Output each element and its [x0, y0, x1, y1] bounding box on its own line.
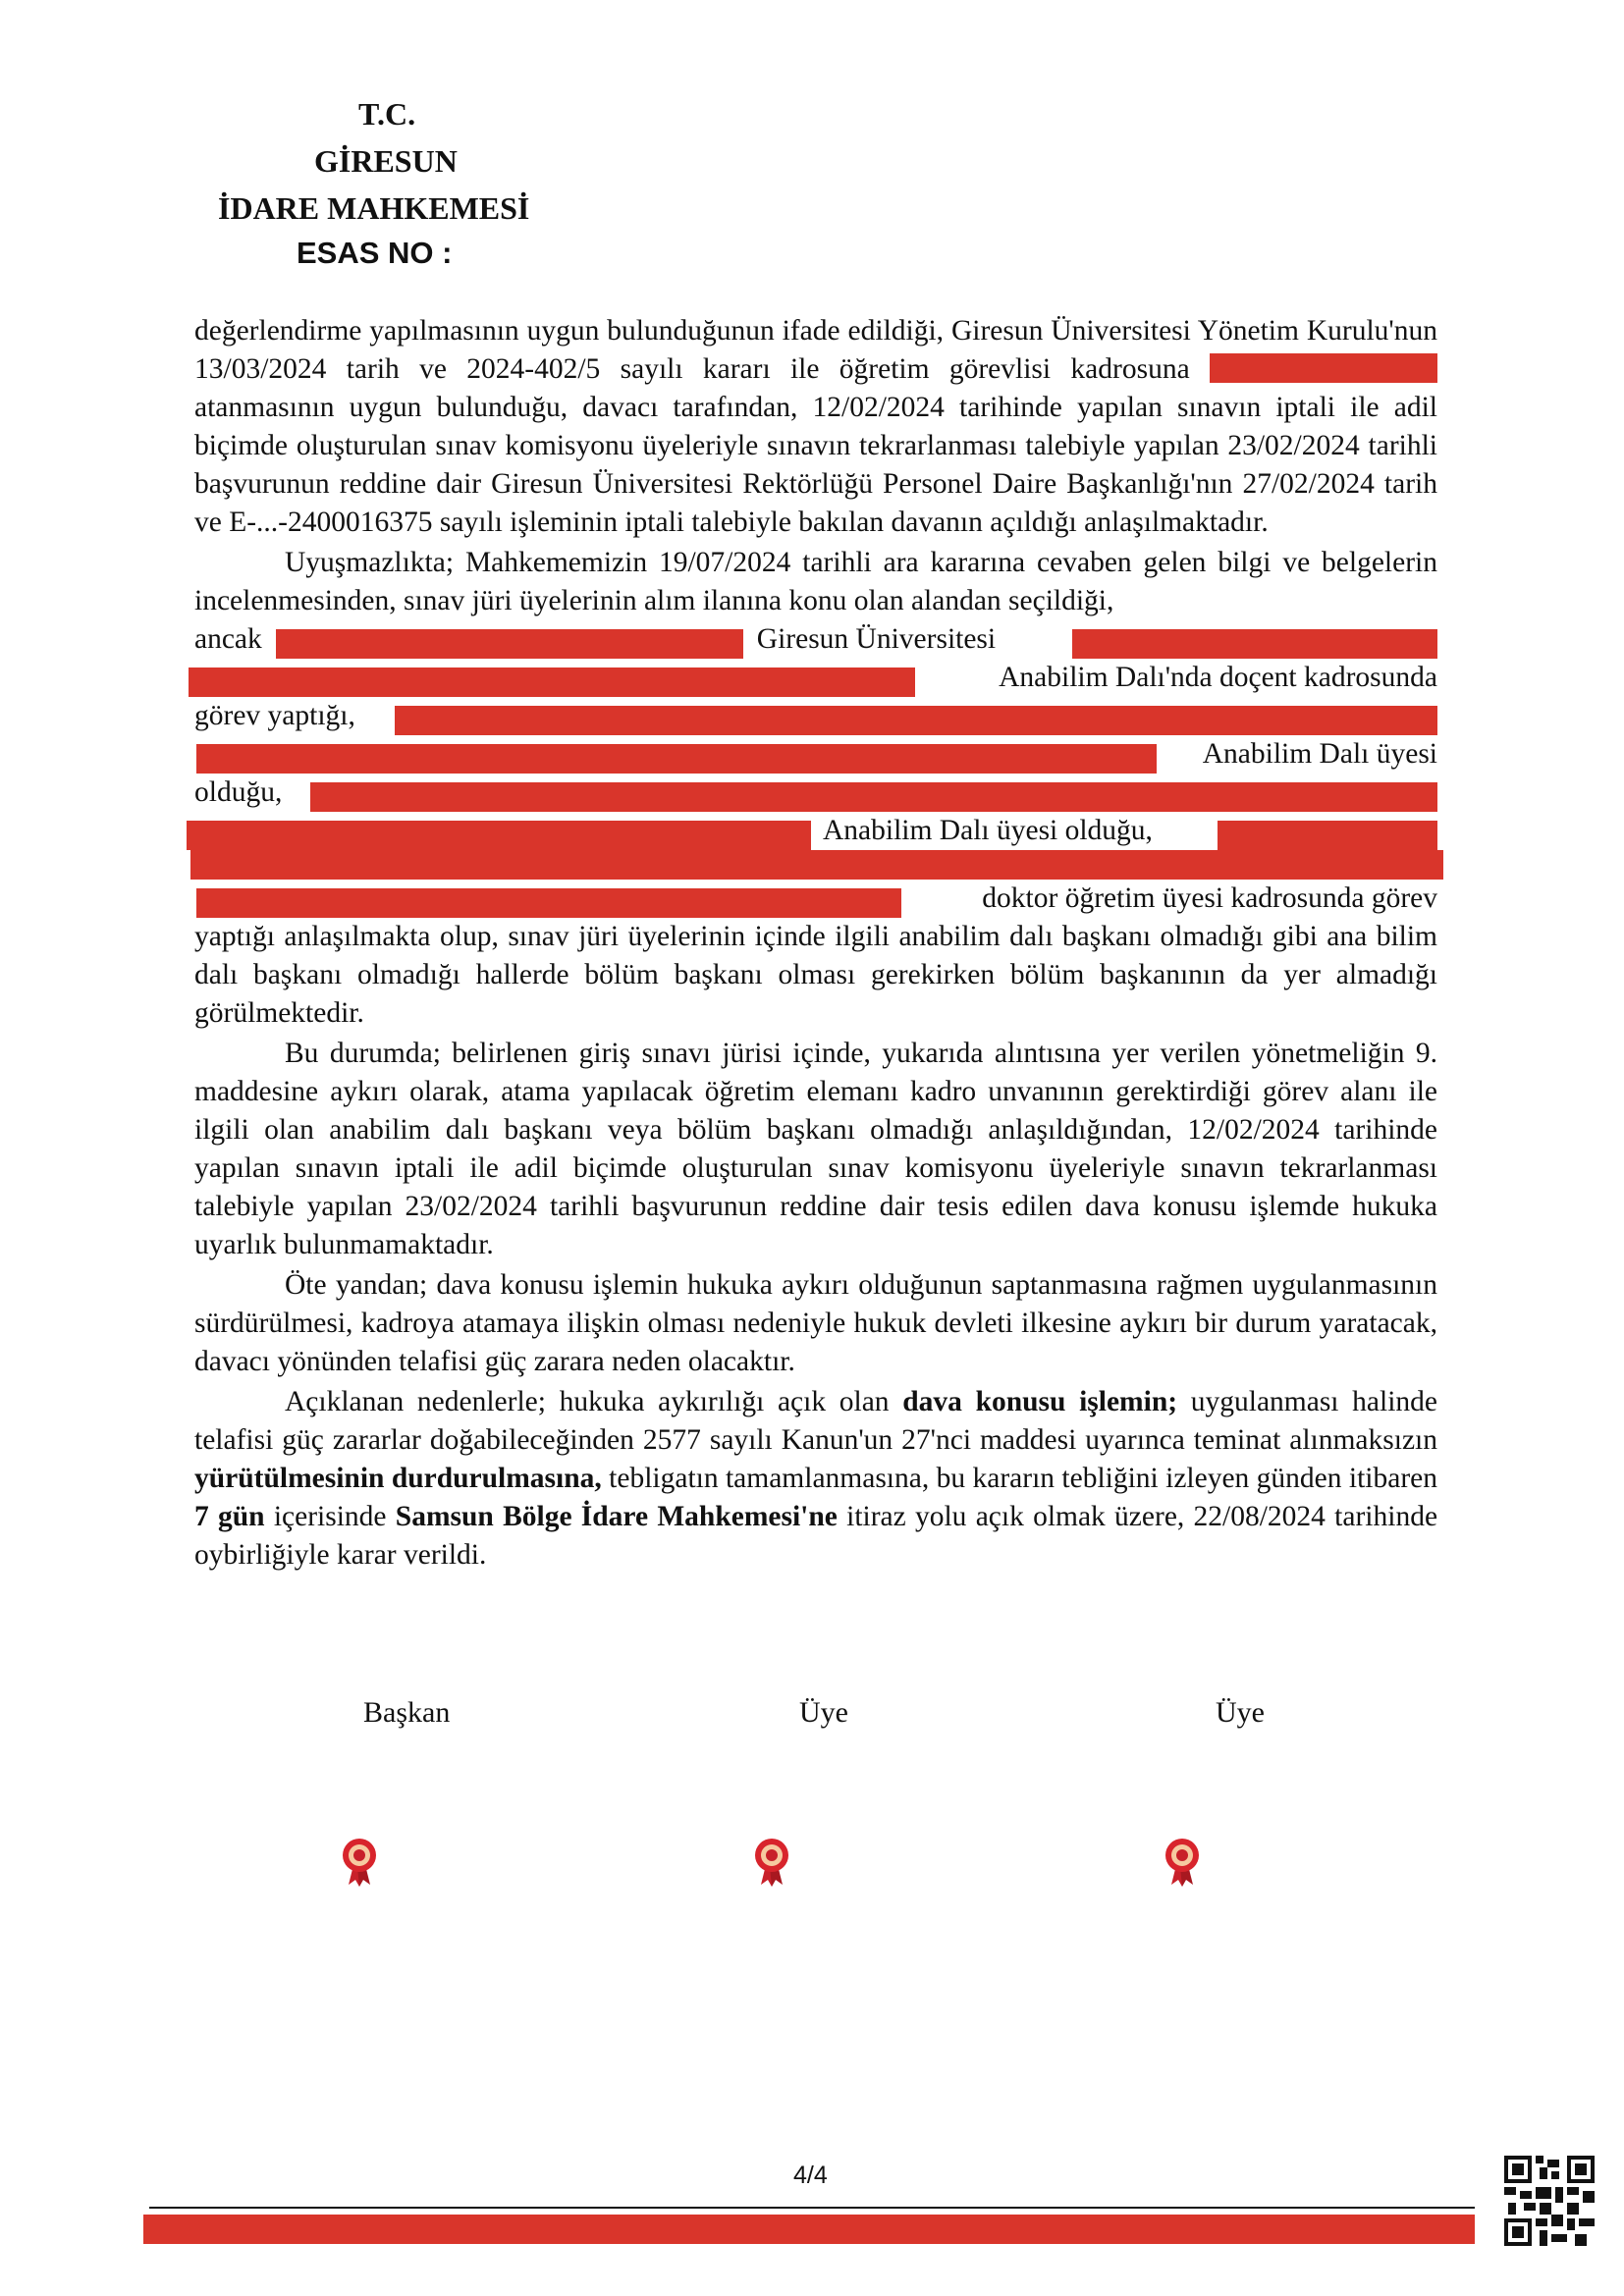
paragraph-2-ancak: ancak	[194, 623, 262, 655]
redaction-block	[196, 888, 901, 918]
paragraph-1-text-b: atanmasının uygun bulunduğu, davacı tarafından, 12/02/2024 tarihinde yapılan sınavın iptali ile adil biçimde oluşturulan sınav komisyonu üyeleriyle sınavın tekrarlanması talebiyle yapılan 23/02/2024 tarihli başvurunun reddine dair Giresun Üniversitesi Rektörlüğü Personel Daire Başkanlığı'nın 27/02/2024 tarih ve E-...-2400016375 sayılı işleminin iptali talebiyle bakılan davanın açıldığı anlaşılmaktadır.	[194, 392, 1437, 538]
redaction-block	[189, 667, 915, 697]
redaction-block	[143, 2215, 1475, 2244]
paragraph-5-text-4: içerisinde	[273, 1501, 387, 1532]
redaction-block	[310, 782, 1437, 812]
paragraph-2-anabilim-docent: Anabilim Dalı'nda doçent kadrosunda	[999, 662, 1437, 693]
paragraph-2-line-oldugu	[194, 774, 1437, 812]
paragraph-5-bold-2: yürütülmesinin durdurulmasına,	[194, 1463, 602, 1494]
paragraph-2-line-uyesi	[194, 735, 1437, 774]
paragraph-2-line-docent	[194, 659, 1437, 697]
paragraph-2-anabilim-uyesi: Anabilim Dalı üyesi	[1202, 738, 1437, 770]
paragraph-5-bold-4: Samsun Bölge İdare Mahkemesi'ne	[395, 1501, 838, 1532]
paragraph-2-line-uyesi-oldugu	[194, 812, 1437, 850]
paragraph-5-text-1: Açıklanan nedenlerle; hukuka aykırılığı açık olan	[285, 1386, 890, 1417]
signature-uye-2: Üye	[1216, 1696, 1265, 1729]
redaction-block	[190, 850, 1443, 880]
paragraph-1	[194, 312, 1437, 542]
paragraph-5-bold-1: dava konusu işlemin;	[902, 1386, 1178, 1417]
document-body	[194, 312, 1437, 1575]
redaction-block	[187, 821, 811, 850]
paragraph-2-gorev-yaptigi: görev yaptığı,	[194, 700, 355, 731]
paragraph-5-bold-3: 7 gün	[194, 1501, 265, 1532]
signature-baskan: Başkan	[363, 1696, 451, 1729]
paragraph-2-line-doktor	[194, 880, 1437, 918]
e-signature-seal-icon	[340, 1836, 379, 1887]
paragraph-2-giresun: Giresun Üniversitesi	[756, 623, 997, 655]
paragraph-2-oldugu: olduğu,	[194, 776, 283, 808]
paragraph-2-line-gorev	[194, 697, 1437, 735]
paragraph-4: Öte yandan; dava konusu işlemin hukuka aykırı olduğunun saptanmasına rağmen uygulanmasının sürdürülmesi, kadroya atamaya ilişkin olması nedeniyle hukuk devleti ilkesine aykırı bir durum yaratacak, davacı yönünden telafisi güç zarara neden olacaktır.	[194, 1269, 1437, 1377]
paragraph-2-line-ancak	[194, 620, 1437, 659]
paragraph-5	[194, 1383, 1437, 1575]
header-esas-no: ESAS NO :	[297, 236, 453, 270]
redaction-block	[1210, 353, 1437, 383]
paragraph-2-rest: yaptığı anlaşılmakta olup, sınav jüri üyelerinin içinde ilgili anabilim dalı başkanı olmadığı gibi ana bilim dalı başkanı olmadığı hallerde bölüm başkanı olması gerekirken bölüm başkanının da yer almadığı görülmektedir.	[194, 921, 1437, 1029]
paragraph-2-line-full-redaction	[194, 850, 1437, 880]
header-tc: T.C.	[358, 96, 416, 132]
paragraph-2-intro: Uyuşmazlıkta; Mahkememizin 19/07/2024 tarihli ara kararına cevaben gelen bilgi ve belgelerin incelenmesinden, sınav jüri üyelerinin alım ilanına konu olan alandan seçildiği,	[194, 547, 1437, 616]
redaction-block	[1072, 629, 1437, 659]
redaction-block	[276, 629, 743, 659]
e-signature-seal-icon	[752, 1836, 791, 1887]
footer-divider	[149, 2207, 1475, 2209]
qr-code-icon	[1504, 2156, 1595, 2246]
paragraph-5-text-3: tebligatın tamamlanmasına, bu kararın tebliğini izleyen günden itibaren	[609, 1463, 1438, 1494]
redaction-block	[196, 744, 1157, 774]
paragraph-3: Bu durumda; belirlenen giriş sınavı jürisi içinde, yukarıda alıntısına yer verilen yönetmeliğin 9. maddesine aykırı olarak, atama yapılacak öğretim elemanı kadro unvanının gerektirdiği görev alanı ile ilgili olan anabilim dalı başkanı veya bölüm başkanı olmadığı anlaşıldığından, 12/02/2024 tarihinde yapılan sınavın iptali ile adil biçimde oluşturulan sınav komisyonu üyeleriyle sınavın tekrarlanması talebiyle yapılan 23/02/2024 tarihli başvurunun reddine dair tesis edilen dava konusu işlemde hukuka uyarlık bulunmamaktadır.	[194, 1038, 1437, 1260]
redaction-block	[395, 706, 1437, 735]
paragraph-2-anabilim-uyesi-oldugu: Anabilim Dalı üyesi olduğu,	[823, 815, 1153, 846]
paragraph-2	[194, 544, 1437, 620]
paragraph-2-doktor: doktor öğretim üyesi kadrosunda görev	[982, 882, 1437, 914]
header-city: GİRESUN	[314, 143, 458, 179]
page-number: 4/4	[793, 2162, 828, 2189]
redaction-block	[1218, 821, 1437, 850]
e-signature-seal-icon	[1163, 1836, 1202, 1887]
paragraph-1-text-a: değerlendirme yapılmasının uygun bulunduğunun ifade edildiği, Giresun Üniversitesi Yönetim Kurulu'nun 13/03/2024 tarih ve 2024-402/5 sayılı kararı ile öğretim görevlisi kadrosuna	[194, 315, 1437, 385]
signature-uye-1: Üye	[799, 1696, 848, 1729]
header-court: İDARE MAHKEMESİ	[218, 190, 530, 226]
paragraph-5-text-2: uygulanması halinde telafisi güç zararlar doğabileceğinden 2577 sayılı Kanun'un 27'nci maddesi uyarınca teminat alınmaksızın	[194, 1386, 1438, 1456]
paragraph-5-text-5: itiraz yolu açık olmak üzere, 22/08/2024 tarihinde oybirliğiyle karar verildi.	[194, 1501, 1438, 1571]
